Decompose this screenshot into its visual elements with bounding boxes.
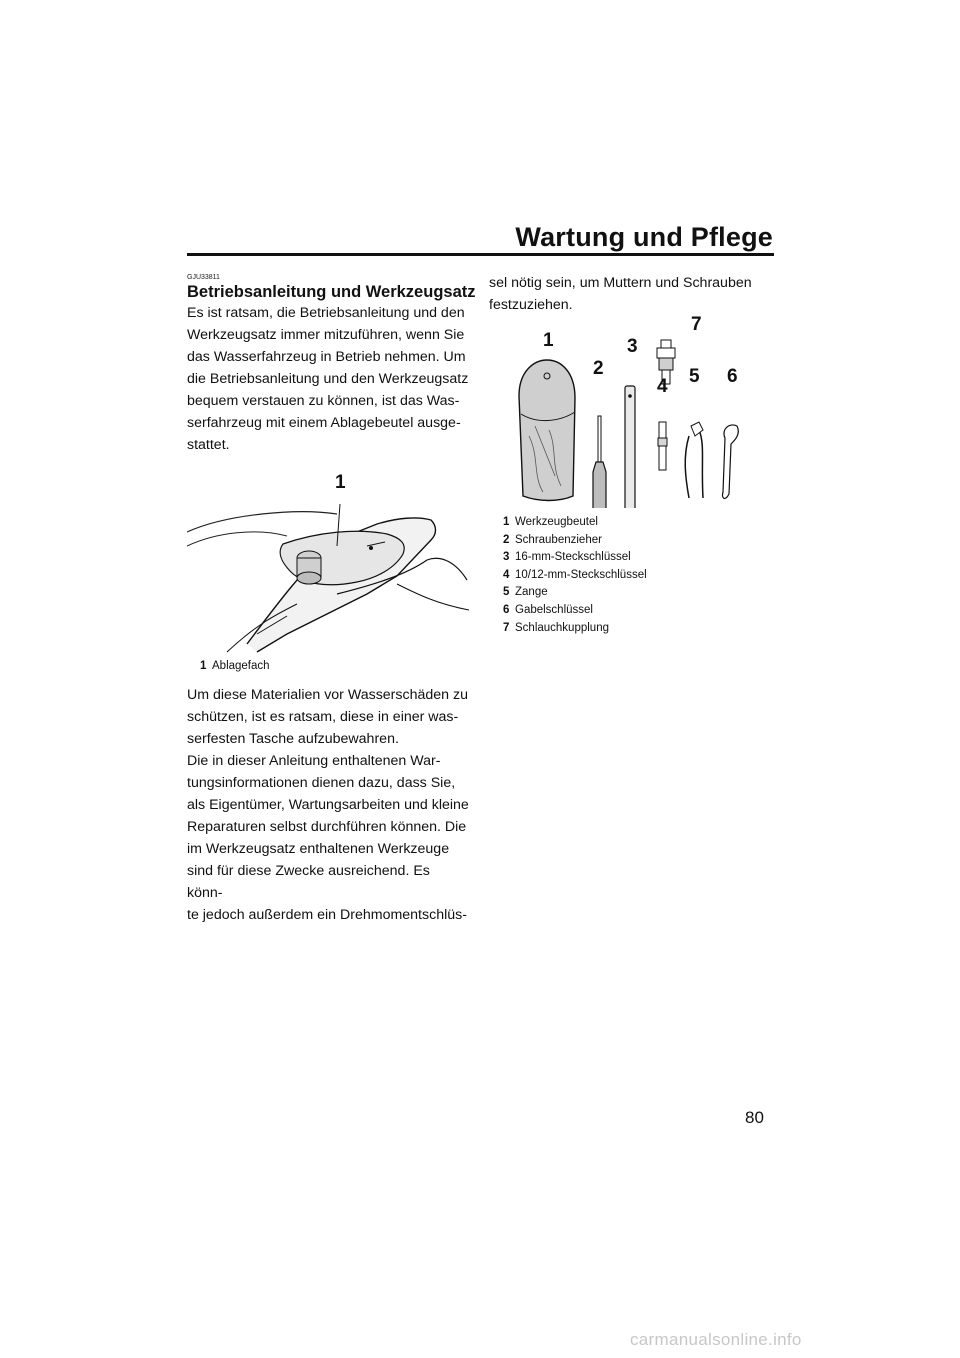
tools-callout-5: 5 <box>689 366 700 387</box>
page-number: 80 <box>745 1108 764 1127</box>
caption-text: Werkzeugbeutel <box>515 516 598 528</box>
watermark: carmanualsonline.info <box>630 1330 802 1349</box>
storage-caption-list <box>200 658 469 676</box>
caption-item <box>503 620 779 638</box>
tools-callout-1: 1 <box>543 330 554 351</box>
caption-text: Gabelschlüssel <box>515 603 593 616</box>
caption-item <box>503 549 779 567</box>
tools-caption-list <box>503 514 779 637</box>
caption-number: 7 <box>503 621 510 634</box>
storage-compartment-illustration <box>187 484 469 654</box>
paragraph-maintenance: Die in dieser Anleitung enthaltenen War- tungsinformationen dienen dazu, dass Sie, als Eigentümer, Wartungsarbeiten und kleine Reparaturen selbst durchführen können. Die im Werkzeugsatz enthaltenen Werkzeuge sind für diese Zwecke ausreichend. Es könn- te jedoch außerdem ein Drehmomentschlüs- <box>187 752 469 923</box>
section-code: GJU33811 <box>187 274 220 281</box>
caption-number: 1 <box>200 660 207 672</box>
left-column <box>187 272 476 926</box>
caption-item <box>503 567 779 585</box>
right-column <box>489 272 779 637</box>
section-title: Betriebsanleitung und Werkzeugsatz <box>187 283 476 301</box>
tools-callout-4: 4 <box>657 376 668 397</box>
caption-text: 16-mm-Steckschlüssel <box>515 551 631 564</box>
caption-item <box>503 602 779 620</box>
page-title: Wartung und Pflege <box>515 222 773 252</box>
caption-item <box>503 532 779 550</box>
caption-number: 5 <box>503 586 510 599</box>
caption-item <box>503 584 779 602</box>
caption-item <box>503 514 779 532</box>
storage-figure <box>187 472 469 654</box>
caption-number: 4 <box>503 568 510 581</box>
intro-paragraph: Es ist ratsam, die Betriebsanleitung und den Werkzeugsatz immer mitzuführen, wenn Sie das Wasserfahrzeug in Betrieb nehmen. Um die Betriebsanleitung und den Werkzeugsatz bequem verstauen zu können, ist das Was- serfahrzeug mit einem Ablagebeutel ausge- stattet. <box>187 305 469 453</box>
storage-callout-1: 1 <box>335 472 346 493</box>
tools-callout-3: 3 <box>627 336 638 357</box>
tools-callout-2: 2 <box>593 358 604 379</box>
caption-number: 1 <box>503 516 510 528</box>
paragraph-water-protection: Um diese Materialien vor Wasserschäden zu schützen, ist es ratsam, diese in einer was- serfesten Tasche aufzubewahren. <box>187 686 468 747</box>
caption-text: 10/12-mm-Steckschlüssel <box>515 568 647 581</box>
tools-figure <box>489 314 779 508</box>
caption-text: Schraubenzieher <box>515 533 602 546</box>
caption-number: 6 <box>503 603 510 616</box>
header-rule <box>187 253 774 256</box>
caption-number: 3 <box>503 551 510 564</box>
caption-text: Schlauchkupplung <box>515 621 609 634</box>
tools-callout-6: 6 <box>727 366 738 387</box>
caption-number: 2 <box>503 533 510 546</box>
caption-text: Zange <box>515 586 548 599</box>
caption-text: Ablagefach <box>212 660 270 672</box>
tools-callout-7: 7 <box>691 314 702 335</box>
caption-item <box>200 658 469 676</box>
paragraph-continuation: sel nötig sein, um Muttern und Schrauben festzuziehen. <box>489 275 752 313</box>
